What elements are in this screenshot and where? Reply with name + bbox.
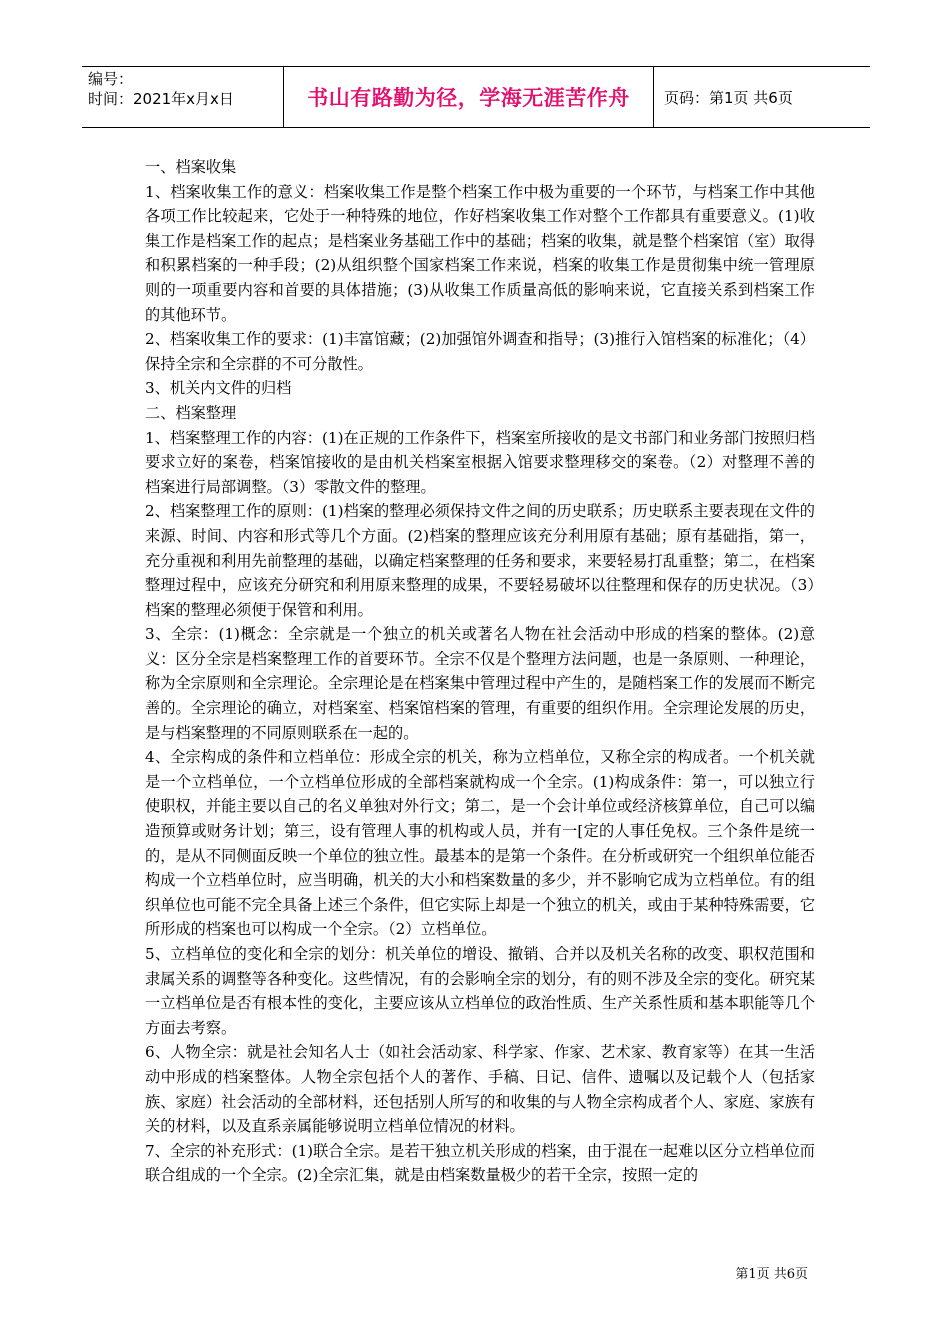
paragraph: 5、立档单位的变化和全宗的划分：机关单位的增设、撤销、合并以及机关名称的改变、职权范围和隶属关系的调整等各种变化。这些情况，有的会影响全宗的划分，有的则不涉及全宗的变化。研究某一立档单位是否有根本性的变化，主要应该从立档单位的政治性质、生产关系性质和基本职能等几个方面去考察。 bbox=[145, 945, 815, 1037]
date-text: 时间：2021年x月x日 bbox=[88, 90, 234, 108]
header-meta bbox=[82, 67, 284, 127]
paragraph: 1、档案整理工作的内容：(1)在正规的工作条件下，档案室所接收的是文书部门和业务部门按照归档要求立好的案卷，档案馆接收的是由机关档案室根据入馆要求整理移交的案卷。（2）对整理不善的档案进行局部调整。（3）零散文件的整理。 bbox=[145, 428, 815, 496]
header-motto: 书山有路勤为径，学海无涯苦作舟 bbox=[284, 67, 654, 127]
paragraph: 4、全宗构成的条件和立档单位：形成全宗的机关，称为立档单位，又称全宗的构成者。一个机关就是一个立档单位，一个立档单位形成的全部档案就构成一个全宗。(1)构成条件：第一，可以独立行使职权，并能主要以自己的名义单独对外行文；第二，是一个会计单位或经济核算单位，自己可以编造预算或财务计划；第三，设有管理人事的机构或人员，并有一[定的人事任免权。三个条件是统一的，是从不同侧面反映一个单位的独立性。最基本的是第一个条件。在分析或研究一个组织单位能否构成一个立档单位时，应当明确，机关的大小和档案数量的多少，并不影响它成为立档单位。有的组织单位也可能不完全具备上述三个条件，但它实际上却是一个独立的机关，或由于某种特殊需要，它所形成的档案也可以构成一个全宗。（2）立档单位。 bbox=[145, 748, 815, 939]
serial-label: 编号： bbox=[88, 70, 134, 88]
paragraph: 1、档案收集工作的意义：档案收集工作是整个档案工作中极为重要的一个环节，与档案工作中其他各项工作比较起来，它处于一种特殊的地位，作好档案收集工作对整个工作都具有重要意义。(1)收集工作是档案工作的起点；是档案业务基础工作中的基础；档案的收集，就是整个档案馆（室）取得和积累档案的一种手段；(2)从组织整个国家档案工作来说，档案的收集工作是贯彻集中统一管理原则的一项重要内容和首要的具体措施；(3)从收集工作质量高低的影响来说，它直接关系到档案工作的其他环节。 bbox=[145, 182, 815, 324]
page-footer: 第1页 共6页 bbox=[735, 1267, 808, 1282]
paragraph: 6、人物全宗：就是社会知名人士（如社会活动家、科学家、作家、艺术家、教育家等）在其一生活动中形成的档案整体。人物全宗包括个人的著作、手稿、日记、信件、遗嘱以及记载个人（包括家族、家庭）社会活动的全部材料，还包括别人所写的和收集的与人物全宗构成者个人、家庭、家族有关的材料，以及直系亲属能够说明立档单位情况的材料。 bbox=[145, 1043, 815, 1136]
page-header bbox=[82, 66, 870, 128]
document-body bbox=[145, 155, 815, 1188]
paragraph: 3、机关内文件的归档 bbox=[145, 379, 292, 398]
header-page-code: 页码：第1页 共6页 bbox=[664, 88, 793, 107]
section-heading: 二、档案整理 bbox=[145, 403, 237, 422]
paragraph: 2、档案收集工作的要求：(1)丰富馆藏；(2)加强馆外调查和指导；(3)推行入馆档案的标准化；（4）保持全宗和全宗群的不可分散性。 bbox=[145, 330, 815, 373]
paragraph: 2、档案整理工作的原则：(1)档案的整理必须保持文件之间的历史联系；历史联系主要表现在文件的来源、时间、内容和形式等几个方面。(2)档案的整理应该充分利用原有基础；原有基础指，第一，充分重视和利用先前整理的基础，以确定档案整理的任务和要求，来要轻易打乱重整；第二，在档案整理过程中，应该充分研究和利用原来整理的成果，不要轻易破坏以往整理和保存的历史状况。（3）档案的整理必须便于保管和利用。 bbox=[145, 502, 815, 619]
section-heading: 一、档案收集 bbox=[145, 158, 237, 176]
paragraph: 3、全宗：(1)概念：全宗就是一个独立的机关或著名人物在社会活动中形成的档案的整体。(2)意义：区分全宗是档案整理工作的首要环节。全宗不仅是个整理方法问题，也是一条原则、一种理论，称为全宗原则和全宗理论。全宗理论是在档案集中管理过程中产生的，是随档案工作的发展而不断完善的。全宗理论的确立，对档案室、档案馆档案的管理，有重要的组织作用。全宗理论发展的历史，是与档案整理的不同原则联系在一起的。 bbox=[145, 625, 815, 742]
paragraph: 7、全宗的补充形式：(1)联合全宗。是若干独立机关形成的档案，由于混在一起难以区分立档单位而联合组成的一个全宗。(2)全宗汇集，就是由档案数量极少的若干全宗，按照一定的 bbox=[145, 1141, 815, 1185]
